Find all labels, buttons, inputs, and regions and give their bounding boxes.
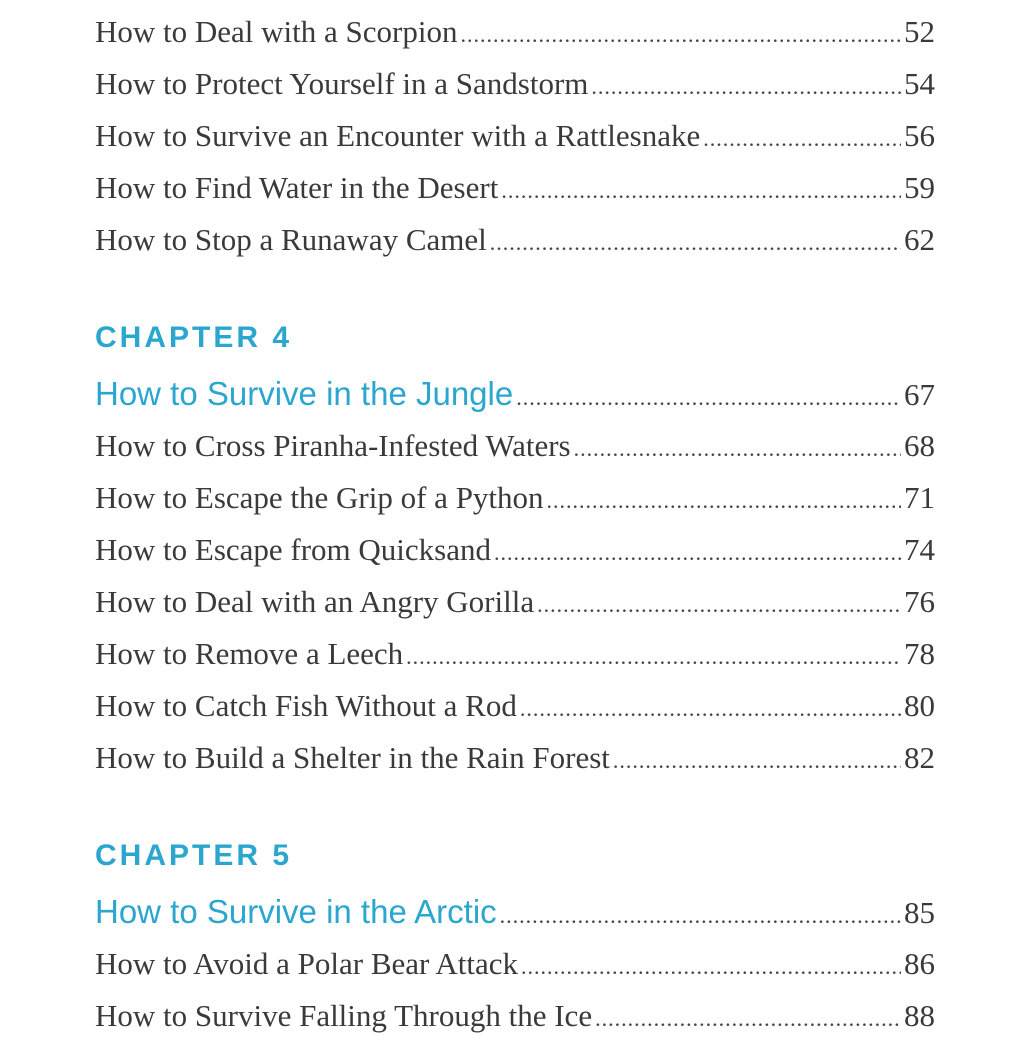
toc-entry[interactable]	[95, 938, 935, 990]
entry-title: How to Stop a Runaway Camel	[95, 222, 487, 257]
page-number: 86	[904, 946, 935, 981]
dot-leader	[547, 475, 901, 527]
toc-entry[interactable]	[95, 472, 935, 524]
toc-entry[interactable]	[95, 162, 935, 214]
entry-title: How to Survive an Encounter with a Rattlesnake	[95, 118, 701, 153]
page-number: 85	[904, 895, 935, 930]
chapter-label: CHAPTER 4	[95, 321, 293, 354]
entry-title: How to Survive Falling Through the Ice	[95, 998, 593, 1033]
dot-leader	[521, 941, 901, 993]
toc-entry[interactable]	[95, 6, 935, 58]
page-number: 67	[904, 377, 935, 412]
toc-entry[interactable]	[95, 214, 935, 266]
toc-entry[interactable]	[95, 990, 935, 1042]
toc-entry[interactable]	[95, 732, 935, 784]
entry-title: How to Catch Fish Without a Rod	[95, 688, 517, 723]
page-number: 52	[904, 14, 935, 49]
toc-entry[interactable]	[95, 576, 935, 628]
entry-title: How to Cross Piranha-Infested Waters	[95, 428, 571, 463]
page-number: 59	[904, 170, 935, 205]
dot-leader	[595, 993, 901, 1045]
toc-entry[interactable]	[95, 420, 935, 472]
dot-leader	[494, 527, 901, 579]
entry-title: How to Survive in the Arctic	[95, 893, 497, 930]
page-number: 88	[904, 998, 935, 1033]
entry-title: How to Build a Shelter in the Rain Forest	[95, 740, 610, 775]
entry-title: How to Escape from Quicksand	[95, 532, 492, 567]
entry-title: How to Survive in the Jungle	[95, 375, 514, 412]
toc-entry[interactable]	[95, 58, 935, 110]
page-number: 56	[904, 118, 935, 153]
dot-leader	[500, 890, 901, 942]
page-number: 76	[904, 584, 935, 619]
entry-title: How to Escape the Grip of a Python	[95, 480, 544, 515]
page-number: 54	[904, 66, 935, 101]
toc-entry[interactable]	[95, 110, 935, 162]
dot-leader	[406, 631, 901, 683]
page-number: 68	[904, 428, 935, 463]
entry-title: How to Avoid a Polar Bear Attack	[95, 946, 519, 981]
page-number: 74	[904, 532, 935, 567]
page-number: 80	[904, 688, 935, 723]
dot-leader	[501, 165, 901, 217]
dot-leader	[613, 735, 901, 787]
entry-title: How to Find Water in the Desert	[95, 170, 499, 205]
page-number: 62	[904, 222, 935, 257]
dot-leader	[537, 579, 901, 631]
chapter-title-entry[interactable]	[95, 886, 935, 938]
dot-leader	[703, 113, 901, 165]
toc-entry[interactable]	[95, 680, 935, 732]
chapter-title-entry[interactable]	[95, 368, 935, 420]
page-number: 82	[904, 740, 935, 775]
page-number: 78	[904, 636, 935, 671]
dot-leader	[591, 61, 901, 113]
entry-title: How to Remove a Leech	[95, 636, 404, 671]
dot-leader	[516, 372, 901, 424]
dot-leader	[520, 683, 901, 735]
dot-leader	[460, 9, 901, 61]
dot-leader	[574, 423, 901, 475]
entry-title: How to Deal with a Scorpion	[95, 14, 458, 49]
toc-entry[interactable]	[95, 524, 935, 576]
page-number: 71	[904, 480, 935, 515]
toc-entry[interactable]	[95, 628, 935, 680]
chapter-label: CHAPTER 5	[95, 839, 293, 872]
dot-leader	[490, 217, 901, 269]
entry-title: How to Deal with an Angry Gorilla	[95, 584, 535, 619]
entry-title: How to Protect Yourself in a Sandstorm	[95, 66, 589, 101]
